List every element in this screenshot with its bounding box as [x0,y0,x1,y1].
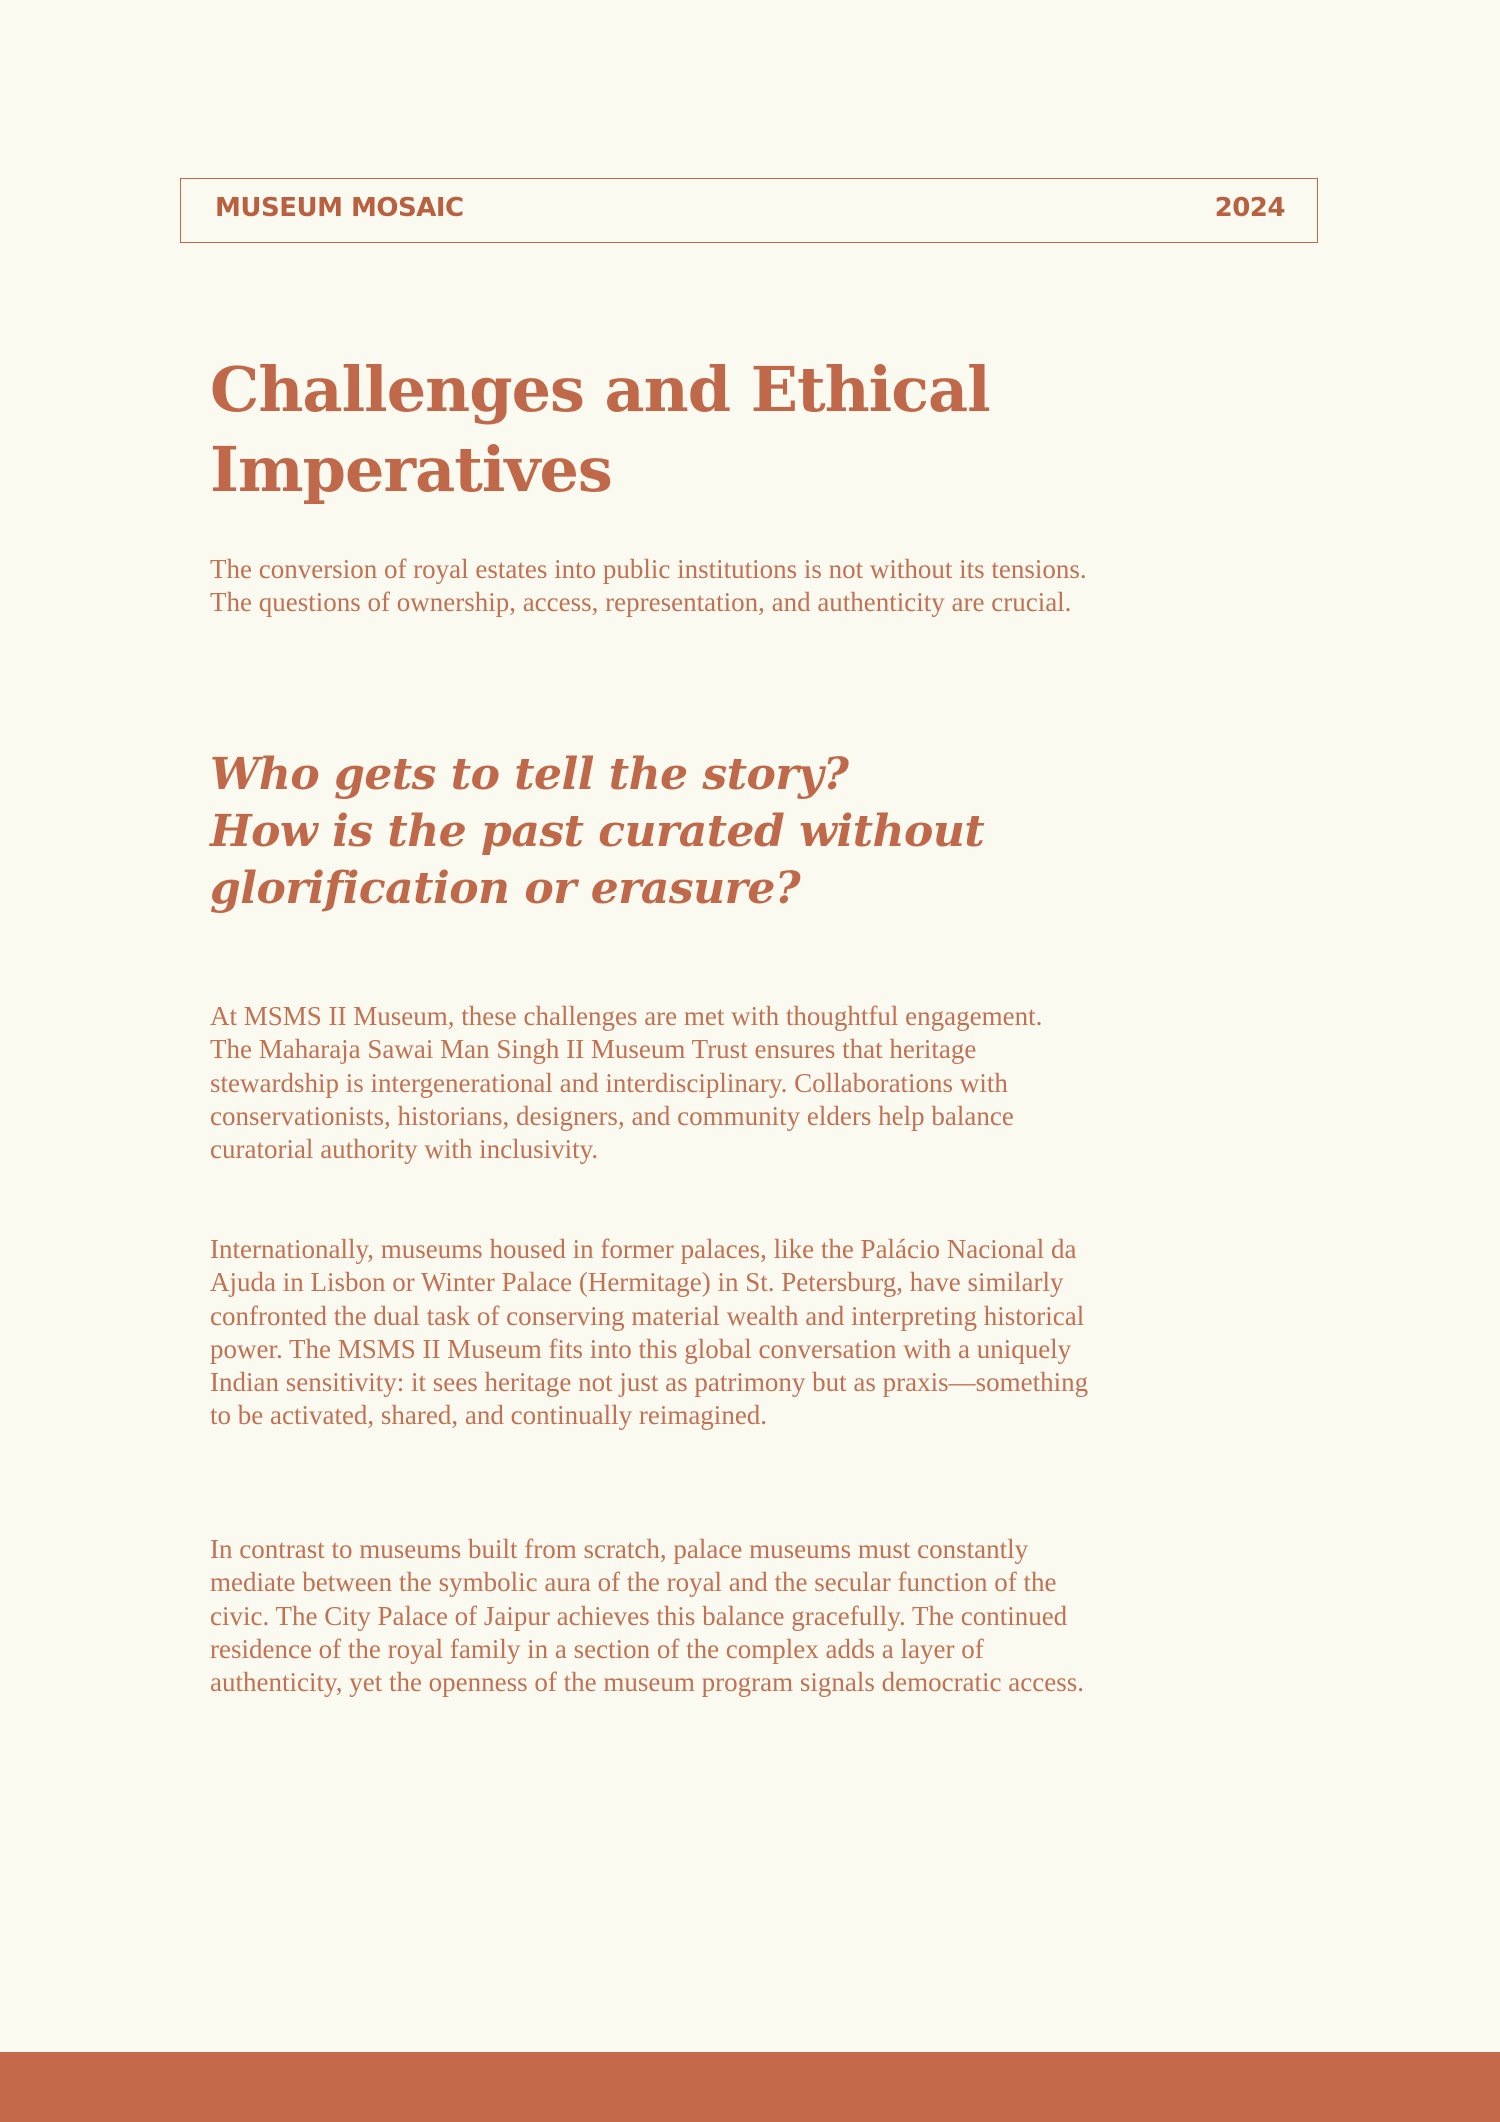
pull-quote [210,746,1110,917]
pull-quote-line: How is the past curated without [210,806,985,857]
body-paragraph: At MSMS II Museum, these challenges are met with thoughtful engagement. The Maharaja Sawai Man Singh II Museum Trust ensures that heritage stewardship is intergenerational and interdisciplinary. Collaborations with conservationists, historians, designers, and community elders help balance curatorial authority with inclusivity. [210,1001,1043,1165]
intro-paragraph: The conversion of royal estates into public institutions is not without its tensions. The questions of ownership, access, representation, and authenticity are crucial. [210,554,1087,617]
body-paragraph: In contrast to museums built from scratch, palace museums must constantly mediate between the symbolic aura of the royal and the secular function of the civic. The City Palace of Jaipur achieves this balance gracefully. The continued residence of the royal family in a section of the complex adds a layer of authenticity, yet the openness of the museum program signals democratic access. [210,1534,1084,1698]
publication-year: 2024 [1214,193,1285,223]
footer-bar [0,2052,1500,2122]
pull-quote-line: Who gets to tell the story? [210,749,849,800]
page-title: Challenges and Ethical Imperatives [210,353,990,506]
body-paragraph: Internationally, museums housed in former palaces, like the Palácio Nacional da Ajuda in Lisbon or Winter Palace (Hermitage) in St. Petersburg, have similarly confronted the dual task of conserving material wealth and interpreting historical power. The MSMS II Museum fits into this global conversation with a uniquely Indian sensitivity: it sees heritage not just as patrimony but as praxis—something to be activated, shared, and continually reimagined. [210,1234,1089,1431]
pull-quote-line: glorification or erasure? [210,863,801,914]
publication-name: MUSEUM MOSAIC [215,193,464,223]
masthead [180,178,1318,243]
